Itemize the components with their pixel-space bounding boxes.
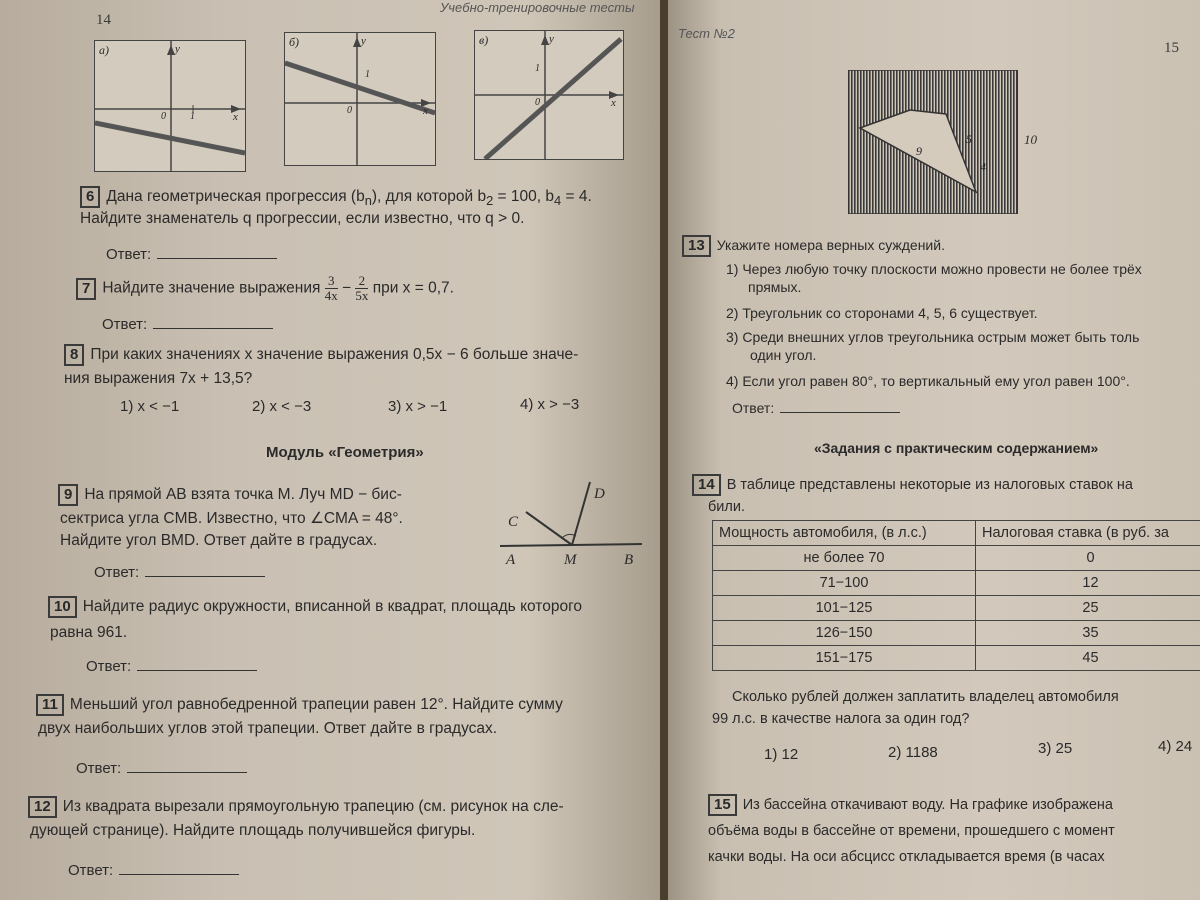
q8-option-1[interactable]: 1) x < −1 [120,398,180,415]
answer-label: Ответ: [106,246,152,263]
q13-item-3-cont: один угол. [750,347,817,363]
cell-rate: 45 [976,646,1200,671]
question-8 [64,344,578,366]
q11-line1: Меньший угол равнобедренной трапеции равен 12°. Найдите сумму [69,696,563,713]
question-11-line2: двух наибольших углов этой трапеции. Ответ дайте в градусах. [38,720,498,737]
q6-text-a: Дана геометрическая прогрессия (b [106,188,365,205]
graph-a-x: x [233,111,238,123]
q8-line1: При каких значениях x значение выражения 0,5x − 6 больше значе- [90,346,579,363]
q13-item-3: 3) Среди внешних углов треугольника острым может быть толь [726,329,1140,345]
graph-b-label: б) [289,35,300,49]
tax-table [712,520,1200,671]
question-number: 15 [708,794,737,816]
q8-option-3[interactable]: 3) x > −1 [388,398,448,415]
q8-option-4[interactable]: 4) x > −3 [520,396,580,413]
question-14-line3: Сколько рублей должен заплатить владелец автомобиля [732,689,1119,705]
label-D: D [594,486,605,502]
square-trapezoid-figure [848,70,1018,214]
graph-c-x: x [611,97,616,109]
f1-num: 3 [325,274,338,289]
side-5-label: 5 [966,132,972,146]
section-practical: «Задания с практическим содержанием» [814,440,1099,456]
cell-power: 151−175 [713,646,976,671]
question-number: 9 [58,484,78,506]
f2-num: 2 [355,274,368,289]
answer-line[interactable] [119,860,239,875]
graph-c-svg [475,31,623,159]
q15-line1: Из бассейна откачивают воду. На графике изображена [742,797,1113,813]
answer-10[interactable] [86,656,257,675]
cell-rate: 0 [976,546,1200,571]
running-header-left: Учебно-тренировочные тесты [440,0,635,15]
page-number-left: 14 [96,12,111,28]
question-12-line2: дующей странице). Найдите площадь получившейся фигуры. [30,822,476,839]
q7-minus: − [342,279,352,297]
question-number: 11 [36,694,64,716]
table-row [713,571,1200,596]
graph-a-one: 1 [190,111,195,122]
q14-option-1[interactable]: 1) 12 [764,746,799,763]
answer-line[interactable] [137,656,257,671]
section-geometry: Модуль «Геометрия» [266,444,424,461]
right-page [668,0,1200,900]
angle-figure [496,478,646,570]
cell-rate: 35 [976,621,1200,646]
answer-9[interactable] [94,562,265,581]
question-11 [36,694,563,716]
q14-option-4[interactable]: 4) 24 [1158,738,1193,755]
answer-label: Ответ: [732,400,775,416]
graph-b-svg [285,33,435,165]
question-14-line2: били. [708,499,745,515]
fraction-1 [325,274,338,303]
graph-b-one: 1 [365,69,370,80]
square-trapezoid-svg [848,70,1018,214]
graph-a [94,40,246,172]
question-6-line2: Найдите знаменатель q прогрессии, если известно, что q > 0. [80,210,525,227]
question-15 [708,794,1113,816]
q7-text: Найдите значение выражения [102,279,321,297]
question-14-line4: 99 л.с. в качестве налога за один год? [712,711,970,727]
f1-den: 4x [324,288,338,303]
label-M: M [564,552,577,568]
answer-label: Ответ: [68,862,114,879]
graph-b [284,32,436,166]
answer-line[interactable] [780,398,900,413]
cell-rate: 12 [976,571,1200,596]
question-10 [48,596,582,618]
q13-item-1: 1) Через любую точку плоскости можно провести не более трёх [726,261,1142,277]
question-8-line2: ния выражения 7x + 13,5? [64,370,253,387]
q8-option-2[interactable]: 2) x < −3 [252,398,312,415]
table-header-row [713,521,1200,546]
question-9 [58,484,402,506]
cell-rate: 25 [976,596,1200,621]
graph-c-label: в) [479,33,489,47]
answer-13[interactable] [732,398,900,416]
question-7 [76,274,454,303]
question-9-line2: сектриса угла CMB. Известно, что ∠CMA = 48°. [60,510,403,527]
question-number: 6 [80,186,100,208]
graph-c-origin: 0 [535,97,540,108]
q6-text-c: = 100, b [493,188,555,205]
question-15-line2: объёма воды в бассейне от времени, прошедшего с момент [708,823,1115,839]
q14-line1: В таблице представлены некоторые из налоговых ставок на [726,477,1133,493]
question-10-line2: равна 961. [50,624,128,641]
running-header-right: Тест №2 [678,26,735,41]
answer-line[interactable] [145,562,265,577]
side-10-label: 10 [1024,132,1037,147]
q10-line1: Найдите радиус окружности, вписанной в квадрат, площадь которого [82,598,583,615]
graph-b-y: y [361,35,366,47]
question-13 [682,234,945,257]
cell-power: 126−150 [713,621,976,646]
question-15-line3: качки воды. На оси абсцисс откладывается время (в часах [708,849,1105,865]
page-number-right: 15 [1164,40,1179,56]
graph-a-y: y [175,43,180,55]
answer-12[interactable] [68,860,239,879]
answer-line[interactable] [127,758,247,773]
q13-item-1-cont: прямых. [748,279,802,295]
q14-option-2[interactable]: 2) 1188 [888,744,938,761]
graph-b-origin: 0 [347,105,352,116]
answer-label: Ответ: [76,760,122,777]
question-number: 7 [76,278,96,300]
side-9-label: 9 [916,144,922,158]
answer-label: Ответ: [86,658,132,675]
answer-label: Ответ: [94,564,140,581]
graph-a-label: а) [99,43,109,57]
graph-a-svg [95,41,245,171]
q9-line1: На прямой AB взята точка M. Луч MD − бис- [84,486,402,503]
q13-item-2: 2) Треугольник со сторонами 4, 5, 6 существует. [726,305,1038,321]
label-A: A [506,552,516,568]
q6-sub-2: 2 [486,193,494,209]
graph-a-origin: 0 [161,111,166,122]
table-row [713,596,1200,621]
question-number: 10 [48,596,77,618]
label-B: B [624,552,634,568]
graph-b-x: x [423,105,428,117]
answer-line[interactable] [153,314,273,329]
question-12 [28,796,564,818]
q6-text-d: = 4. [561,188,592,205]
table-header-power: Мощность автомобиля, (в л.с.) [713,521,976,546]
question-number: 12 [28,796,57,818]
side-4-label: 4 [980,160,986,174]
question-14 [692,474,1133,496]
graph-c [474,30,624,160]
question-number: 8 [64,344,84,366]
question-9-line3: Найдите угол BMD. Ответ дайте в градусах. [60,532,378,549]
cell-power: не более 70 [713,546,976,571]
table-row [713,621,1200,646]
f2-den: 5x [355,288,369,303]
q13-title: Укажите номера верных суждений. [716,237,945,253]
graph-c-y: y [549,33,554,45]
answer-11[interactable] [76,758,247,777]
q6-sub-4: 4 [554,193,562,209]
q6-sub-n: n [364,193,372,209]
graph-c-one: 1 [535,63,540,74]
cell-power: 71−100 [713,571,976,596]
question-number: 14 [692,474,721,496]
cell-power: 101−125 [713,596,976,621]
answer-label: Ответ: [102,316,148,333]
label-C: C [508,514,519,530]
answer-line[interactable] [157,244,277,259]
q7-tail: при x = 0,7. [372,279,454,297]
table-header-rate: Налоговая ставка (в руб. за [976,521,1200,546]
fraction-2 [355,274,368,303]
q6-text-b: ), для которой b [371,188,487,205]
q12-line1: Из квадрата вырезали прямоугольную трапецию (см. рисунок на сле- [62,798,564,815]
table-row [713,546,1200,571]
q13-item-4: 4) Если угол равен 80°, то вертикальный ему угол равен 100°. [726,373,1130,389]
q14-option-3[interactable]: 3) 25 [1038,740,1073,757]
answer-6[interactable] [106,244,277,263]
answer-7[interactable] [102,314,273,333]
question-number: 13 [682,235,711,257]
table-row [713,646,1200,671]
